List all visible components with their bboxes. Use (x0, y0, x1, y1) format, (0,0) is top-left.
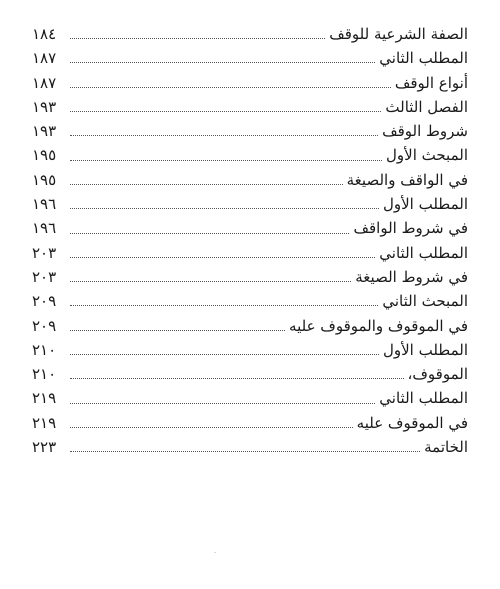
toc-page-number: ١٩٦ (32, 195, 57, 214)
dot-leader (70, 110, 381, 112)
dot-leader (70, 134, 378, 136)
toc-page-number: ١٨٤ (32, 25, 57, 43)
toc-row (32, 192, 468, 216)
dot-leader (70, 377, 404, 379)
toc-page-number: ٢١٠ (32, 365, 57, 384)
dot-leader (70, 426, 353, 428)
toc-row (32, 95, 468, 119)
toc-entry-title: المطلب الأول (382, 340, 468, 359)
scan-speck (214, 552, 216, 553)
toc-entry-title: الخاتمة (424, 438, 468, 457)
toc-row (32, 435, 468, 459)
dot-leader (70, 256, 375, 258)
toc-entry-title: شروط الوقف (382, 122, 468, 141)
toc-row (32, 265, 468, 289)
toc-page-number: ٢٠٣ (32, 267, 57, 286)
dot-leader (70, 232, 349, 234)
toc-entry-title: أنواع الوقف (394, 73, 468, 92)
toc-row (32, 362, 468, 386)
toc-page-number: ١٩٥ (32, 146, 57, 165)
toc-row (32, 71, 468, 95)
toc-row (32, 119, 468, 143)
toc-entry-title: في الواقف والصيغة (346, 170, 468, 189)
toc-page-number: ٢٠٩ (32, 292, 57, 311)
dot-leader (70, 450, 420, 452)
dot-leader (70, 329, 285, 331)
toc-entry-title: المطلب الثاني (379, 243, 468, 262)
toc-entry-title: الفصل الثالث (385, 97, 468, 116)
dot-leader (70, 183, 343, 185)
toc-entry-title: المطلب الأول (382, 195, 468, 214)
toc-page-number: ٢٠٣ (32, 243, 57, 262)
toc-row (32, 314, 468, 338)
toc-entry-title: في الموقوف عليه (356, 413, 468, 432)
toc-row (32, 338, 468, 362)
dot-leader (70, 207, 379, 209)
toc-row (32, 289, 468, 313)
toc-entry-title: المبحث الأول (386, 146, 468, 165)
dot-leader (70, 61, 375, 63)
toc-entry-title: في الموقوف والموقوف عليه (289, 316, 468, 335)
dot-leader (70, 304, 378, 306)
toc-entry-title: المطلب الثاني (379, 389, 468, 408)
toc-page-number: ٢٢٣ (32, 438, 57, 457)
toc-page-number: ١٩٥ (32, 170, 57, 189)
toc-entry-title: الموقوف، (407, 365, 468, 384)
toc-page-number: ١٩٣ (32, 122, 57, 141)
toc-entry-title: الصفة الشرعية للوقف (329, 25, 468, 43)
toc-page-number: ١٨٧ (32, 49, 57, 68)
toc-page-number: ٢١٩ (32, 413, 57, 432)
dot-leader (70, 86, 391, 88)
toc-row (32, 241, 468, 265)
toc-row (32, 22, 468, 46)
toc-page-number: ١٩٣ (32, 97, 57, 116)
dot-leader (70, 37, 325, 39)
toc-page-number: ١٨٧ (32, 73, 57, 92)
dot-leader (70, 159, 382, 161)
toc-row (32, 216, 468, 240)
toc-entry-title: في شروط الواقف (353, 219, 468, 238)
toc-row (32, 386, 468, 410)
dot-leader (70, 402, 375, 404)
dot-leader (70, 353, 379, 355)
toc-row (32, 411, 468, 435)
toc-row (32, 168, 468, 192)
toc-row (32, 143, 468, 167)
table-of-contents (32, 22, 468, 459)
dot-leader (70, 280, 351, 282)
toc-entry-title: المبحث الثاني (382, 292, 468, 311)
toc-page-number: ٢١٩ (32, 389, 57, 408)
toc-page-number: ٢١٠ (32, 340, 57, 359)
toc-page-number: ١٩٦ (32, 219, 57, 238)
toc-page-number: ٢٠٩ (32, 316, 57, 335)
toc-entry-title: في شروط الصيغة (355, 267, 468, 286)
toc-entry-title: المطلب الثاني (379, 49, 468, 68)
toc-row (32, 46, 468, 70)
